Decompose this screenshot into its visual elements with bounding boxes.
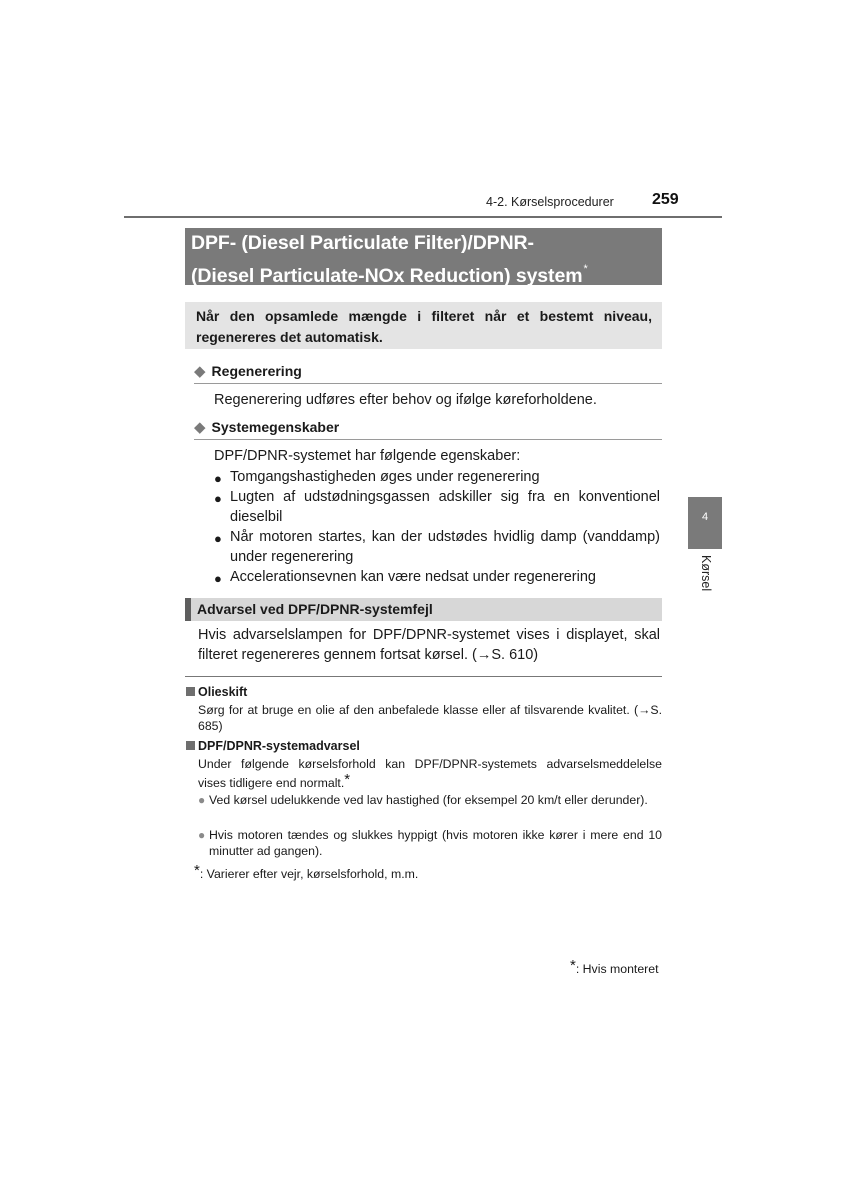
page-number: 259 — [652, 191, 679, 208]
title-asterisk: * — [583, 263, 588, 275]
subheading-divider — [194, 383, 662, 384]
warning-heading-bar — [185, 598, 662, 621]
title-line-1: DPF- (Diesel Particulate Filter)/DPNR- — [191, 232, 534, 254]
list-item: ● Når motoren startes, kan der udstødes hvidlig damp (vanddamp) under regenerering — [214, 529, 660, 565]
subheading-label: Systemegenskaber — [211, 419, 340, 435]
footnote: *: Varierer efter vejr, kørselsforhold, m.m. — [194, 862, 419, 881]
systemegenskaber-intro: DPF/DPNR-systemet har følgende egenskaber: — [214, 448, 521, 464]
footnote-asterisk: * — [194, 862, 200, 879]
note-olieskift-title: Olieskift — [186, 684, 247, 700]
bullet-icon: ● — [214, 571, 222, 586]
square-bullet-icon — [186, 741, 195, 750]
diamond-icon: ◆ — [194, 419, 206, 436]
list-item: ● Accelerationsevnen kan være nedsat under regenerering — [214, 567, 660, 587]
warning-divider — [185, 676, 662, 677]
page-footnote: *: Hvis monteret — [570, 957, 659, 976]
summary-box: Når den opsamlede mængde i filteret når et bestemt niveau, regenereres det automatisk. — [185, 302, 662, 349]
chapter-number: 4 — [701, 511, 709, 523]
warning-edge-marker — [185, 598, 191, 621]
bullet-icon: ● — [214, 491, 222, 506]
list-item: ● Ved kørsel udelukkende ved lav hastighed (for eksempel 20 km/t eller derunder). — [198, 793, 648, 807]
bullet-icon: ● — [214, 471, 222, 486]
subheading-divider — [194, 439, 662, 440]
subheading-regenerering — [194, 362, 662, 380]
subheading-systemegenskaber — [194, 418, 662, 436]
header-divider — [124, 216, 722, 218]
list-item: ● Hvis motoren tændes og slukkes hyppigt (hvis motoren ikke kører i mere end 10 minutter ad gangen). — [198, 828, 662, 858]
note-systemadvarsel-title: DPF/DPNR-systemadvarsel — [186, 738, 360, 754]
subheading-label: Regenerering — [211, 363, 302, 379]
list-item: ● Lugten af udstødningsgassen adskiller sig fra en konventionel dieselbil — [214, 489, 660, 525]
diamond-icon: ◆ — [194, 363, 206, 380]
section-header: 4-2. Kørselsprocedurer — [486, 195, 614, 209]
regenerering-text: Regenerering udføres efter behov og ifølge køreforholdene. — [214, 392, 597, 408]
chapter-label: Kørsel — [699, 555, 713, 592]
bullet-icon: ● — [214, 531, 222, 546]
page-title — [185, 228, 662, 285]
footnote-asterisk: * — [344, 771, 351, 788]
warning-heading: Advarsel ved DPF/DPNR-systemfejl — [197, 601, 433, 617]
warning-text: Hvis advarselslampen for DPF/DPNR-systemet vises i displayet, skal filteret regenereres gennem fortsat kørsel. (→S. 610) — [198, 627, 660, 663]
bullet-icon: ● — [198, 828, 206, 842]
title-line-2: (Diesel Particulate-NOx Reduction) system — [191, 265, 583, 287]
note-systemadvarsel-text: Under følgende kørselsforhold kan DPF/DPNR-systemets advarselsmeddelelse vises tidligere end normalt.* — [198, 757, 662, 790]
list-item: ● Tomgangshastigheden øges under regenerering — [214, 467, 660, 487]
note-olieskift-text: Sørg for at bruge en olie af den anbefalede klasse eller af tilsvarende kvalitet. (→S. 685) — [198, 703, 662, 733]
square-bullet-icon — [186, 687, 195, 696]
footnote-asterisk: * — [570, 957, 576, 974]
chapter-tab — [688, 497, 722, 549]
bullet-icon: ● — [198, 793, 206, 807]
